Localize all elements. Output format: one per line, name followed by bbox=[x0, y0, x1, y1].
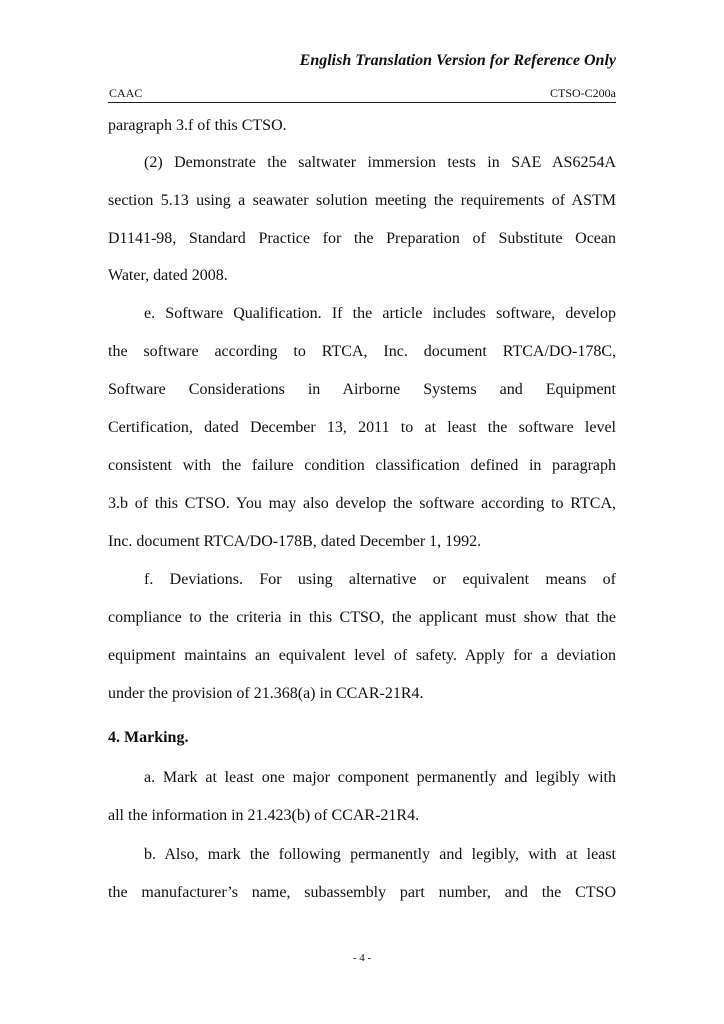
section-heading: 4. Marking. bbox=[108, 729, 189, 746]
text-line: paragraph 3.f of this CTSO. bbox=[108, 117, 287, 134]
running-header bbox=[108, 85, 616, 103]
text-line: Software Considerations in Airborne Systems and Equipment bbox=[108, 381, 616, 398]
text-line: Inc. document RTCA/DO-178B, dated December 1, 1992. bbox=[108, 533, 482, 550]
text-line: all the information in 21.423(b) of CCAR-21R4. bbox=[108, 807, 420, 824]
text-line: Water, dated 2008. bbox=[108, 267, 228, 284]
text-line: 3.b of this CTSO. You may also develop the software according to RTCA, bbox=[108, 495, 616, 512]
page-number: - 4 - bbox=[352, 952, 372, 964]
text-line: consistent with the failure condition classification defined in paragraph bbox=[108, 457, 616, 474]
text-line: Certification, dated December 13, 2011 to at least the software level bbox=[108, 419, 616, 436]
text-line: section 5.13 using a seawater solution meeting the requirements of ASTM bbox=[108, 192, 616, 209]
text-line: e. Software Qualification. If the article includes software, develop bbox=[144, 305, 616, 322]
header-agency: CAAC bbox=[109, 86, 143, 100]
text-line: equipment maintains an equivalent level of safety. Apply for a deviation bbox=[108, 647, 616, 664]
header-document-id: CTSO-C200a bbox=[550, 86, 616, 100]
translation-banner: English Translation Version for Reference Only bbox=[299, 52, 616, 69]
text-line: the software according to RTCA, Inc. document RTCA/DO-178C, bbox=[108, 343, 616, 360]
text-line: (2) Demonstrate the saltwater immersion tests in SAE AS6254A bbox=[144, 154, 616, 171]
text-line: a. Mark at least one major component permanently and legibly with bbox=[144, 769, 616, 786]
text-line: under the provision of 21.368(a) in CCAR-21R4. bbox=[108, 685, 424, 702]
text-line: b. Also, mark the following permanently and legibly, with at least bbox=[144, 846, 616, 863]
text-line: the manufacturer’s name, subassembly part number, and the CTSO bbox=[108, 884, 616, 901]
text-line: f. Deviations. For using alternative or equivalent means of bbox=[144, 571, 616, 588]
text-line: compliance to the criteria in this CTSO, the applicant must show that the bbox=[108, 609, 616, 626]
text-line: D1141-98, Standard Practice for the Preparation of Substitute Ocean bbox=[108, 230, 616, 247]
